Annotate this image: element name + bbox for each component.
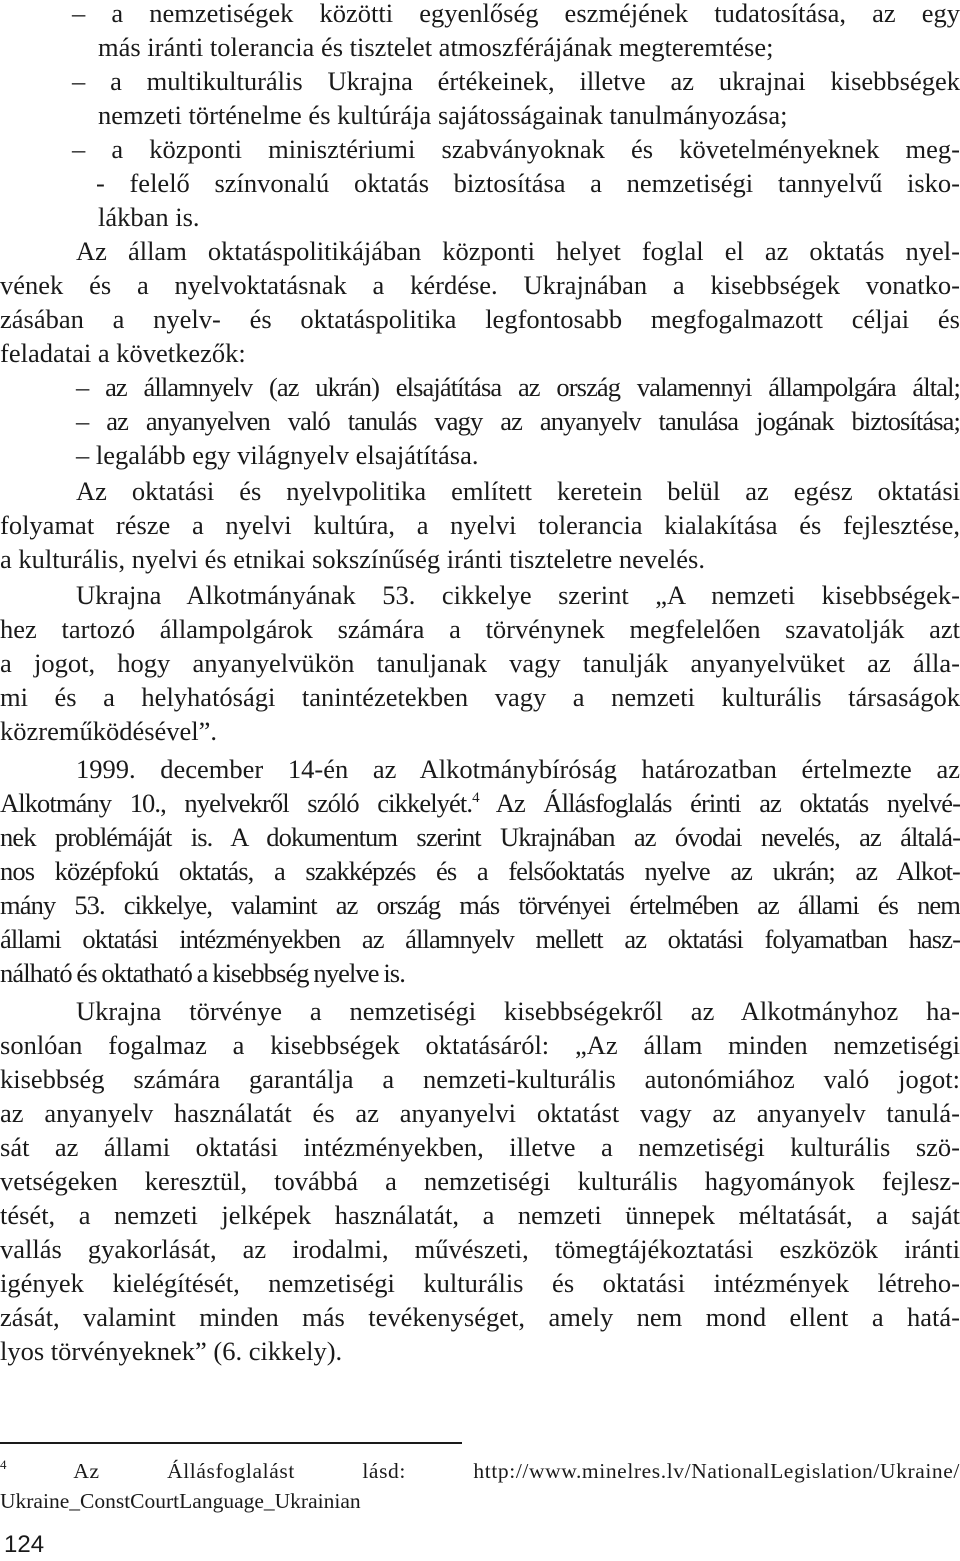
paragraph-5-line-3: kisebbség számára garantálja a nemzeti-kulturális autonómiához való jogot: [0, 1064, 960, 1094]
footnote-text[interactable]: Az Állásfoglalást lásd: http://www.minelres.lv/NationalLegislation/Ukraine/ [7, 1459, 960, 1483]
paragraph-4-line-6: állami oktatási intézményekben az államnyelv mellett az oktatási folyamatban hasz- [0, 924, 960, 954]
paragraph-5-line-5: sát az állami oktatási intézményekben, illetve a nemzetiségi kulturális szö- [0, 1132, 960, 1162]
bullet-item-2-line-2: nemzeti történelme és kultúrája sajátosságainak tanulmányozása; [98, 100, 788, 130]
paragraph-3-line-5: közreműködésével”. [0, 716, 218, 746]
paragraph-1-line-3: zásában a nyelv- és oktatáspolitika legfontosabb megfogalmazott céljai és [0, 304, 960, 334]
paragraph-1-line-4: feladatai a következők: [0, 338, 246, 368]
paragraph-5-line-2: sonlóan fogalmaz a kisebbségek oktatásáról: „Az állam minden nemzetiségi [0, 1030, 960, 1060]
paragraph-2-line-3: a kulturális, nyelvi és etnikai sokszínűség iránti tiszteletre nevelés. [0, 544, 705, 574]
bullet-item-3-line-3: lákban is. [98, 202, 200, 232]
paragraph-1-line-2: vének és a nyelvoktatásnak a kérdése. Ukrajnában a kisebbségek vonatko- [0, 270, 960, 300]
paragraph-4-line-3: nek problémáját is. A dokumentum szerint Ukrajnában az óvodai nevelés, az általá- [0, 822, 960, 852]
paragraph-3-line-2: hez tartozó állampolgárok számára a törvénynek megfelelően szavatolják azt [0, 614, 960, 644]
bullet-item-3-line-1: – a központi minisztériumi szabványoknak és követelményeknek meg- [72, 134, 960, 164]
footnote-divider [0, 1442, 462, 1444]
paragraph-4-line-7: nálható és oktatható a kisebbség nyelve is. [0, 958, 405, 988]
paragraph-4-line-4: nos középfokú oktatás, a szakképzés és a felsőoktatás nyelve az ukrán; az Alkot- [0, 856, 960, 886]
paragraph-5-line-9: igények kielégítését, nemzetiségi kulturális és oktatási intézmények létreho- [0, 1268, 960, 1298]
bullet-item-1-line-1: – a nemzetiségek közötti egyenlőség eszméjének tudatosítása, az egy [72, 0, 960, 28]
paragraph-2-line-2: folyamat része a nyelvi kultúra, a nyelvi tolerancia kialakítása és fejlesztése, [0, 510, 960, 540]
paragraph-4-line-2-text-b: Az Állásfoglalás érinti az oktatás nyelvé- [478, 788, 960, 818]
paragraph-5-line-8: vallás gyakorlását, az irodalmi, művészeti, tömegtájékoztatási eszközök iránti [0, 1234, 960, 1264]
paragraph-4-line-2-text-a: Alkotmány 10., nyelvekről szóló cikkelyét. [0, 788, 473, 818]
page-number: 124 [4, 1531, 45, 1558]
paragraph-5-line-6: vetségeken keresztül, továbbá a nemzetiségi kulturális hagyományok fejlesz- [0, 1166, 960, 1196]
paragraph-3-line-4: mi és a helyhatósági tanintézetekben vagy a nemzeti kulturális társaságok [0, 682, 960, 712]
bullet-item-1-line-2: más iránti tolerancia és tisztelet atmoszférájának megteremtése; [98, 32, 774, 62]
paragraph-4-line-1: 1999. december 14-én az Alkotmánybíróság határozatban értelmezte az [76, 754, 960, 784]
bullet-item-3-line-2: - felelő színvonalú oktatás biztosítása a nemzetiségi tannyelvű isko- [96, 168, 960, 198]
paragraph-5-line-7: tését, a nemzeti jelképek használatát, a nemzeti ünnepek méltatását, a saját [0, 1200, 960, 1230]
footnote-line-1 [0, 1456, 960, 1486]
bullet-list-2-item-2: – az anyanyelven való tanulás vagy az anyanyelv tanulása jogának biztosítása; [76, 406, 960, 436]
paragraph-5-line-11: lyos törvényeknek” (6. cikkely). [0, 1336, 343, 1366]
paragraph-3-line-3: a jogot, hogy anyanyelvükön tanuljanak vagy tanulják anyanyelvüket az álla- [0, 648, 960, 678]
paragraph-4-line-2 [0, 786, 960, 820]
paragraph-3-line-1: Ukrajna Alkotmányának 53. cikkelye szerint „A nemzeti kisebbségek- [76, 580, 960, 610]
bullet-list-2-item-3: – legalább egy világnyelv elsajátítása. [76, 440, 479, 470]
bullet-item-2-line-1: – a multikulturális Ukrajna értékeinek, illetve az ukrajnai kisebbségek [72, 66, 960, 96]
footnote-line-2[interactable]: Ukraine_ConstCourtLanguage_Ukrainian [0, 1489, 361, 1513]
bullet-list-2-item-1: – az államnyelv (az ukrán) elsajátítása az ország valamennyi állampolgára által; [76, 372, 960, 402]
paragraph-1-line-1: Az állam oktatáspolitikájában központi helyet foglal el az oktatás nyel- [76, 236, 960, 266]
paragraph-5-line-4: az anyanyelv használatát és az anyanyelvi oktatást vagy az anyanyelv tanulá- [0, 1098, 960, 1128]
paragraph-2-line-1: Az oktatási és nyelvpolitika említett keretein belül az egész oktatási [76, 476, 960, 506]
footnote-reference[interactable]: 4 [472, 790, 479, 806]
paragraph-5-line-10: zását, valamint minden más tevékenységet, amely nem mond ellent a hatá- [0, 1302, 960, 1332]
footnote-marker: 4 [0, 1457, 8, 1472]
paragraph-5-line-1: Ukrajna törvénye a nemzetiségi kisebbségekről az Alkotmányhoz ha- [76, 996, 960, 1026]
paragraph-4-line-5: mány 53. cikkelye, valamint az ország más törvényei értelmében az állami és nem [0, 890, 960, 920]
